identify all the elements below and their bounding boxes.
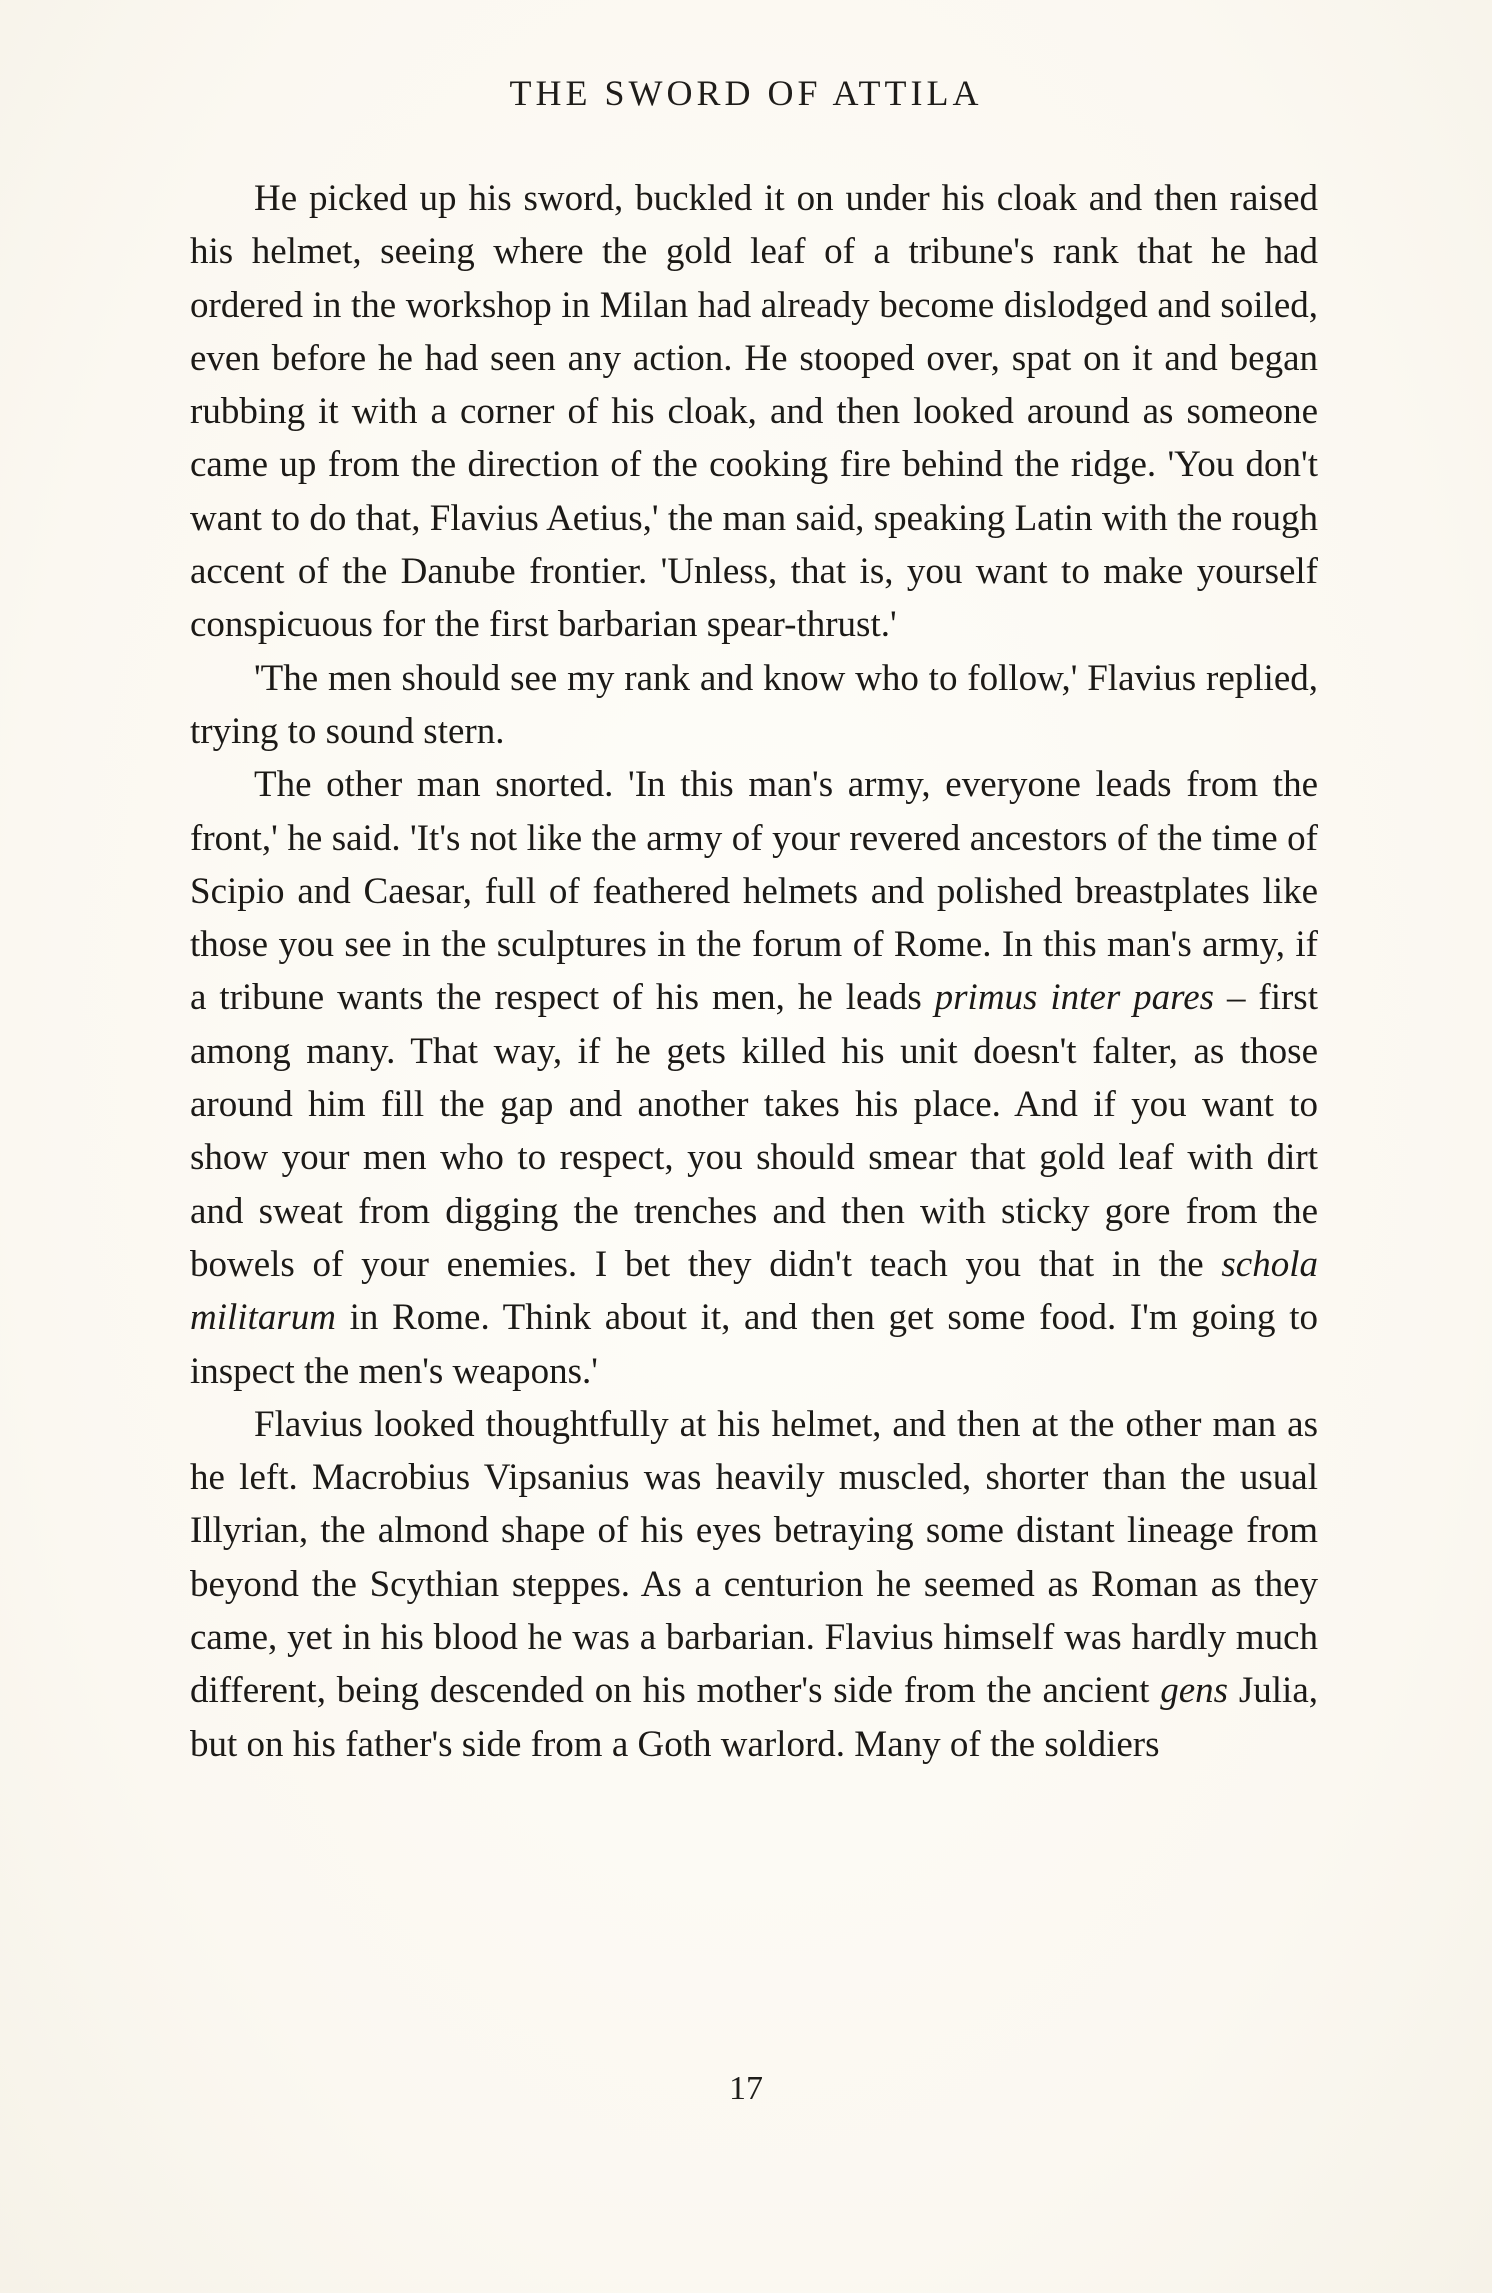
text-segment: 'The men should see my rank and know who to follow,' Flavius replied, trying to sound stern. (190, 657, 1318, 752)
text-segment: He picked up his sword, buckled it on under his cloak and then raised his helmet, seeing where the gold leaf of a tribune's rank that he had ordered in the workshop in Milan had already become dislodged and soiled, even before he had seen any action. He stooped over, spat on it and began rubbing it with a corner of his cloak, and then looked around as someone came up from the direction of the cooking fire behind the ridge. 'You don't want to do that, Flavius Aetius,' the man said, speaking Latin with the rough accent of the Danube frontier. 'Unless, that is, you want to make yourself conspicuous for the first barbarian spear-thrust.' (190, 178, 1318, 646)
paragraph (190, 758, 1318, 1398)
italic-phrase: schola militarum (190, 1243, 1318, 1339)
body-text (190, 172, 1318, 1771)
page-number: 17 (729, 2070, 763, 2107)
paragraph (190, 652, 1318, 759)
text-segment: Flavius looked thoughtfully at his helmet, and then at the other man as he left. Macrobius Vipsanius was heavily muscled, shorter than the usual Illyrian, the almond shape of his eyes betraying some distant lineage from beyond the Scythian steppes. As a centurion he seemed as Roman as they came, yet in his blood he was a barbarian. Flavius himself was hardly much different, being descended on his mother's side from the ancient (190, 1403, 1318, 1712)
text-segment: The other man snorted. 'In this man's army, everyone leads from the front,' he said. 'It's not like the army of your revered ancestors of the time of Scipio and Caesar, full of feathered helmets and polished breastplates like those you see in the sculptures in the forum of Rome. In this man's army, if a tribune wants the respect of his men, he leads (190, 764, 1318, 1019)
text-segment: – first among many. That way, if he gets killed his unit doesn't falter, as those around him fill the gap and another takes his place. And if you want to show your men who to respect, you should smear that gold leaf with dirt and sweat from digging the trenches and then with sticky gore from the bowels of your enemies. I bet they didn't teach you that in the (190, 977, 1318, 1285)
paragraph (190, 172, 1318, 652)
text-segment: in Rome. Think about it, and then get some food. I'm going to inspect the men's weapons.' (190, 1297, 1318, 1392)
paragraph (190, 1398, 1318, 1771)
running-head: THE SWORD OF ATTILA (509, 73, 983, 113)
italic-phrase: gens (1160, 1670, 1229, 1712)
italic-phrase: primus inter pares (934, 977, 1215, 1019)
text-segment: Julia, but on his father's side from a Goth warlord. Many of the soldiers (190, 1670, 1318, 1765)
